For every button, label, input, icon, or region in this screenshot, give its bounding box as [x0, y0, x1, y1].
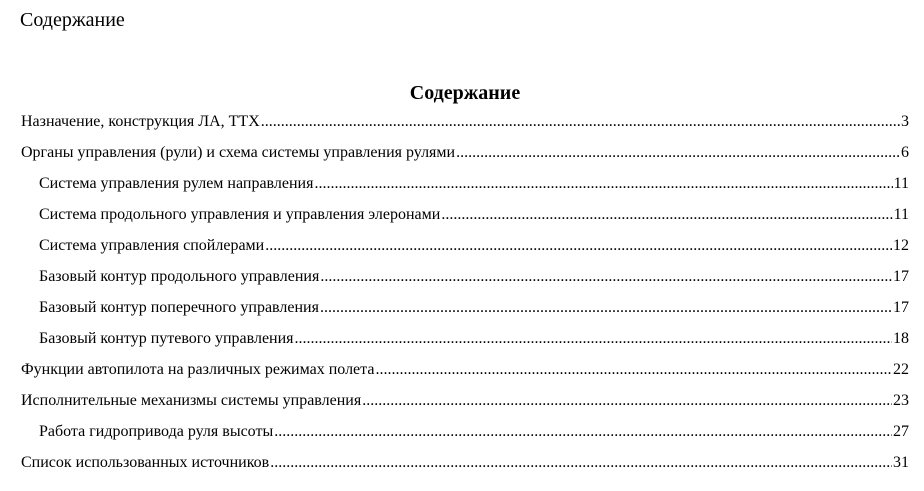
toc-entry[interactable] [21, 141, 909, 172]
toc-subentry[interactable] [21, 172, 909, 203]
toc-subentry[interactable] [21, 420, 909, 451]
toc-entry[interactable] [21, 451, 909, 482]
toc-dot-leader [295, 327, 892, 351]
toc-page-number: 31 [893, 454, 909, 471]
toc-page-number: 18 [893, 330, 909, 347]
toc-subentry[interactable] [21, 234, 909, 265]
toc-entry-text: Функции автопилота на различных режимах полета [21, 361, 375, 378]
toc-entry-text: Исполнительные механизмы системы управления [21, 392, 362, 409]
toc-dot-leader [265, 234, 892, 258]
toc-page-number: 11 [893, 206, 909, 223]
table-of-contents [21, 110, 909, 482]
toc-dot-leader [274, 420, 892, 444]
page-heading: Содержание [20, 9, 125, 31]
toc-page-number: 17 [893, 268, 909, 285]
toc-entry-text: Работа гидропривода руля высоты [39, 423, 274, 440]
toc-subentry[interactable] [21, 327, 909, 358]
toc-page-number: 11 [893, 175, 909, 192]
toc-dot-leader [261, 110, 900, 134]
toc-dot-leader [320, 265, 892, 289]
toc-page-number: 17 [893, 299, 909, 316]
toc-dot-leader [314, 172, 892, 196]
toc-entry-text: Список использованных источников [21, 454, 270, 471]
toc-title: Содержание [409, 82, 521, 104]
toc-entry-text: Органы управления (рули) и схема системы управления рулями [21, 144, 456, 161]
toc-page-number: 22 [893, 361, 909, 378]
toc-entry-text: Базовый контур путевого управления [39, 330, 294, 347]
toc-entry-text: Система управления спойлерами [39, 237, 265, 254]
toc-dot-leader [456, 141, 900, 165]
toc-page-number: 27 [893, 423, 909, 440]
toc-entry-text: Базовый контур продольного управления [39, 268, 320, 285]
toc-page-number: 12 [893, 237, 909, 254]
toc-dot-leader [320, 296, 892, 320]
toc-entry-text: Система продольного управления и управления элеронами [39, 206, 441, 223]
toc-subentry[interactable] [21, 203, 909, 234]
toc-page-number: 23 [893, 392, 909, 409]
toc-dot-leader [270, 451, 892, 475]
toc-dot-leader [441, 203, 892, 227]
toc-subentry[interactable] [21, 265, 909, 296]
toc-dot-leader [362, 389, 892, 413]
toc-entry-text: Система управления рулем направления [39, 175, 314, 192]
toc-entry[interactable] [21, 358, 909, 389]
toc-entry[interactable] [21, 110, 909, 141]
toc-dot-leader [375, 358, 892, 382]
toc-entry[interactable] [21, 389, 909, 420]
toc-entry-text: Назначение, конструкция ЛА, ТТХ [21, 113, 260, 130]
toc-subentry[interactable] [21, 296, 909, 327]
toc-page-number: 6 [901, 144, 909, 161]
toc-page-number: 3 [901, 113, 909, 130]
toc-entry-text: Базовый контур поперечного управления [39, 299, 319, 316]
